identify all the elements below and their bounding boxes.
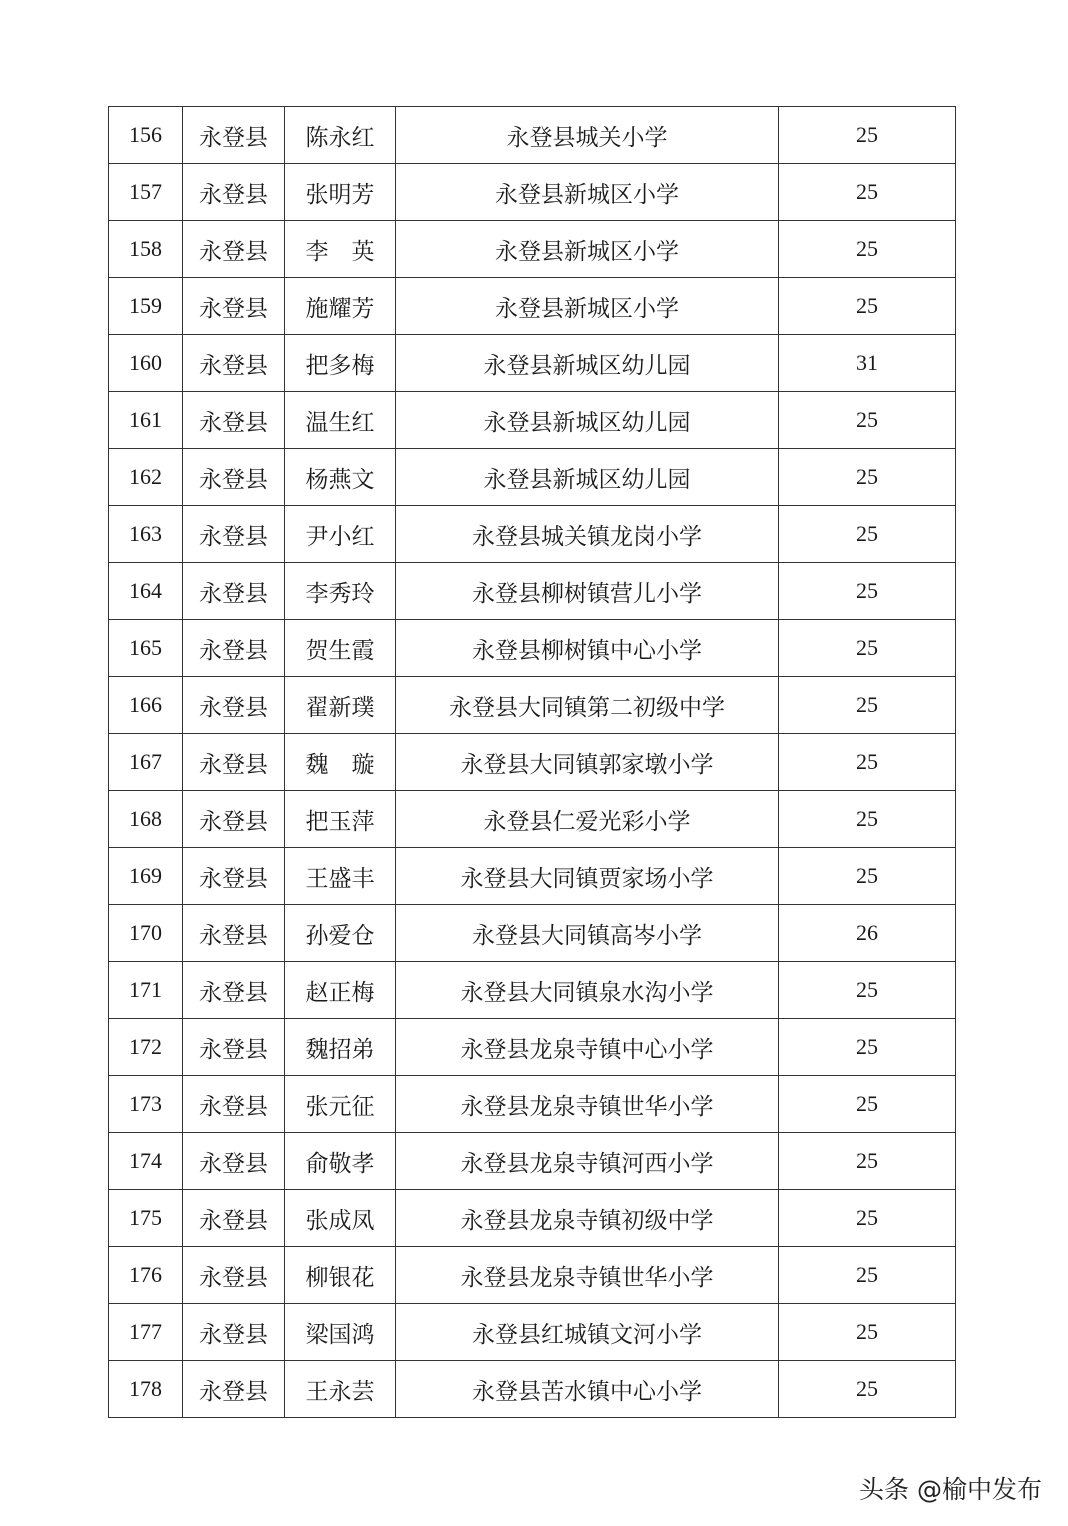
county-cell: 永登县 [183, 677, 285, 734]
county-cell: 永登县 [183, 392, 285, 449]
table-row [109, 1361, 956, 1418]
table-row [109, 1076, 956, 1133]
person-name-cell: 俞敬孝 [285, 1133, 396, 1190]
table-row [109, 335, 956, 392]
person-name-cell: 尹小红 [285, 506, 396, 563]
value-cell: 25 [779, 1304, 956, 1361]
school-cell: 永登县苦水镇中心小学 [396, 1361, 779, 1418]
county-cell: 永登县 [183, 1019, 285, 1076]
table-row [109, 392, 956, 449]
person-name-cell: 把玉萍 [285, 791, 396, 848]
row-number-cell: 174 [109, 1133, 183, 1190]
row-number-cell: 156 [109, 107, 183, 164]
school-cell: 永登县新城区幼儿园 [396, 449, 779, 506]
table-row [109, 164, 956, 221]
school-cell: 永登县龙泉寺镇世华小学 [396, 1247, 779, 1304]
table-row [109, 1019, 956, 1076]
school-cell: 永登县大同镇第二初级中学 [396, 677, 779, 734]
person-name-cell: 王永芸 [285, 1361, 396, 1418]
table-row [109, 677, 956, 734]
person-name-cell: 李秀玲 [285, 563, 396, 620]
value-cell: 25 [779, 449, 956, 506]
county-cell: 永登县 [183, 1133, 285, 1190]
school-cell: 永登县龙泉寺镇世华小学 [396, 1076, 779, 1133]
value-cell: 25 [779, 107, 956, 164]
value-cell: 25 [779, 791, 956, 848]
source-watermark: 头条 @榆中发布 [859, 1475, 1042, 1504]
roster-table [108, 106, 956, 1418]
row-number-cell: 170 [109, 905, 183, 962]
school-cell: 永登县仁爱光彩小学 [396, 791, 779, 848]
person-name-cell: 温生红 [285, 392, 396, 449]
person-name-cell: 陈永红 [285, 107, 396, 164]
table-row [109, 563, 956, 620]
county-cell: 永登县 [183, 449, 285, 506]
county-cell: 永登县 [183, 335, 285, 392]
row-number-cell: 171 [109, 962, 183, 1019]
school-cell: 永登县柳树镇中心小学 [396, 620, 779, 677]
county-cell: 永登县 [183, 1361, 285, 1418]
table-row [109, 107, 956, 164]
value-cell: 25 [779, 1019, 956, 1076]
row-number-cell: 168 [109, 791, 183, 848]
table-row [109, 221, 956, 278]
value-cell: 25 [779, 962, 956, 1019]
table-row [109, 1190, 956, 1247]
school-cell: 永登县新城区小学 [396, 164, 779, 221]
row-number-cell: 165 [109, 620, 183, 677]
person-name-cell: 张明芳 [285, 164, 396, 221]
person-name-cell: 杨燕文 [285, 449, 396, 506]
row-number-cell: 178 [109, 1361, 183, 1418]
county-cell: 永登县 [183, 905, 285, 962]
person-name-cell: 魏 璇 [285, 734, 396, 791]
value-cell: 25 [779, 620, 956, 677]
person-name-cell: 翟新璞 [285, 677, 396, 734]
row-number-cell: 162 [109, 449, 183, 506]
school-cell: 永登县城关镇龙岗小学 [396, 506, 779, 563]
value-cell: 25 [779, 164, 956, 221]
table-row [109, 734, 956, 791]
row-number-cell: 163 [109, 506, 183, 563]
county-cell: 永登县 [183, 506, 285, 563]
school-cell: 永登县新城区小学 [396, 221, 779, 278]
table-row [109, 848, 956, 905]
county-cell: 永登县 [183, 620, 285, 677]
school-cell: 永登县柳树镇营儿小学 [396, 563, 779, 620]
school-cell: 永登县新城区幼儿园 [396, 392, 779, 449]
table-row [109, 1247, 956, 1304]
county-cell: 永登县 [183, 1304, 285, 1361]
county-cell: 永登县 [183, 1247, 285, 1304]
person-name-cell: 梁国鸿 [285, 1304, 396, 1361]
school-cell: 永登县大同镇泉水沟小学 [396, 962, 779, 1019]
person-name-cell: 王盛丰 [285, 848, 396, 905]
county-cell: 永登县 [183, 1190, 285, 1247]
row-number-cell: 177 [109, 1304, 183, 1361]
row-number-cell: 172 [109, 1019, 183, 1076]
person-name-cell: 孙爱仓 [285, 905, 396, 962]
county-cell: 永登县 [183, 563, 285, 620]
school-cell: 永登县城关小学 [396, 107, 779, 164]
school-cell: 永登县新城区幼儿园 [396, 335, 779, 392]
county-cell: 永登县 [183, 734, 285, 791]
person-name-cell: 贺生霞 [285, 620, 396, 677]
school-cell: 永登县龙泉寺镇初级中学 [396, 1190, 779, 1247]
person-name-cell: 张成凤 [285, 1190, 396, 1247]
table-row [109, 1133, 956, 1190]
value-cell: 25 [779, 1076, 956, 1133]
county-cell: 永登县 [183, 848, 285, 905]
table-row [109, 962, 956, 1019]
value-cell: 25 [779, 392, 956, 449]
row-number-cell: 160 [109, 335, 183, 392]
person-name-cell: 柳银花 [285, 1247, 396, 1304]
value-cell: 25 [779, 734, 956, 791]
value-cell: 25 [779, 563, 956, 620]
person-name-cell: 施耀芳 [285, 278, 396, 335]
person-name-cell: 魏招弟 [285, 1019, 396, 1076]
school-cell: 永登县大同镇高岑小学 [396, 905, 779, 962]
row-number-cell: 169 [109, 848, 183, 905]
school-cell: 永登县新城区小学 [396, 278, 779, 335]
table-row [109, 791, 956, 848]
row-number-cell: 159 [109, 278, 183, 335]
school-cell: 永登县红城镇文河小学 [396, 1304, 779, 1361]
row-number-cell: 157 [109, 164, 183, 221]
person-name-cell: 赵正梅 [285, 962, 396, 1019]
county-cell: 永登县 [183, 791, 285, 848]
person-name-cell: 张元征 [285, 1076, 396, 1133]
row-number-cell: 167 [109, 734, 183, 791]
roster-table-body [109, 107, 956, 1418]
value-cell: 25 [779, 1247, 956, 1304]
table-row [109, 278, 956, 335]
table-row [109, 1304, 956, 1361]
school-cell: 永登县大同镇贾家场小学 [396, 848, 779, 905]
county-cell: 永登县 [183, 164, 285, 221]
table-row [109, 449, 956, 506]
row-number-cell: 166 [109, 677, 183, 734]
value-cell: 25 [779, 278, 956, 335]
value-cell: 25 [779, 848, 956, 905]
value-cell: 25 [779, 221, 956, 278]
person-name-cell: 把多梅 [285, 335, 396, 392]
person-name-cell: 李 英 [285, 221, 396, 278]
school-cell: 永登县大同镇郭家墩小学 [396, 734, 779, 791]
table-row [109, 506, 956, 563]
value-cell: 25 [779, 677, 956, 734]
value-cell: 25 [779, 506, 956, 563]
row-number-cell: 158 [109, 221, 183, 278]
county-cell: 永登县 [183, 221, 285, 278]
row-number-cell: 176 [109, 1247, 183, 1304]
value-cell: 31 [779, 335, 956, 392]
value-cell: 25 [779, 1361, 956, 1418]
row-number-cell: 173 [109, 1076, 183, 1133]
county-cell: 永登县 [183, 962, 285, 1019]
school-cell: 永登县龙泉寺镇中心小学 [396, 1019, 779, 1076]
table-row [109, 905, 956, 962]
school-cell: 永登县龙泉寺镇河西小学 [396, 1133, 779, 1190]
county-cell: 永登县 [183, 278, 285, 335]
row-number-cell: 164 [109, 563, 183, 620]
row-number-cell: 161 [109, 392, 183, 449]
county-cell: 永登县 [183, 1076, 285, 1133]
value-cell: 25 [779, 1133, 956, 1190]
value-cell: 26 [779, 905, 956, 962]
value-cell: 25 [779, 1190, 956, 1247]
row-number-cell: 175 [109, 1190, 183, 1247]
county-cell: 永登县 [183, 107, 285, 164]
table-row [109, 620, 956, 677]
